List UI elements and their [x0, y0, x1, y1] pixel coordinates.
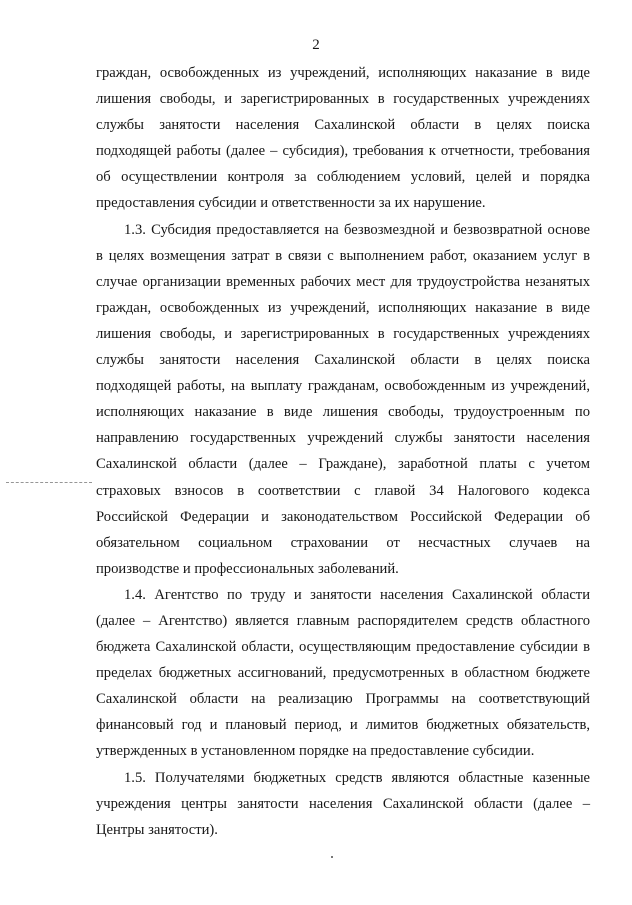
body-line: обязательном социальном страховании от несчастных случаев на — [96, 534, 590, 551]
body-line: бюджета Сахалинской области, осуществляющим предоставление субсидии в — [96, 639, 590, 656]
body-line: в целях возмещения затрат в связи с выполнением работ, оказанием услуг в — [96, 247, 590, 264]
body-line: службы занятости населения Сахалинской области в целях поиска — [96, 352, 590, 369]
body-line: исполняющих наказание в виде лишения свободы, трудоустроенным по — [96, 404, 590, 421]
body-line: подходящей работы (далее – субсидия), требования к отчетности, требования — [96, 143, 590, 160]
paragraph-1-4-start: 1.4. Агентство по труду и занятости населения Сахалинской области — [124, 586, 590, 603]
page-number: 2 — [312, 37, 320, 53]
body-line: страховых взносов в соответствии с главой 34 Налогового кодекса — [96, 482, 590, 499]
body-line: лишения свободы, и зарегистрированных в государственных учреждениях — [96, 325, 590, 342]
body-line: подходящей работы, на выплату гражданам, освобожденным из учреждений, — [96, 378, 590, 395]
body-line: службы занятости населения Сахалинской области в целях поиска — [96, 117, 590, 134]
body-line: учреждения центры занятости населения Сахалинской области (далее – — [96, 795, 590, 812]
body-line: случае организации временных рабочих мест для трудоустройства незанятых — [96, 273, 590, 290]
body-line: направлению государственных учреждений службы занятости населения — [96, 430, 590, 447]
body-line: граждан, освобожденных из учреждений, исполняющих наказание в виде — [96, 299, 590, 316]
body-line: финансовый год и плановый период, и лимитов бюджетных обязательств, — [96, 717, 590, 734]
scan-artifact-dashes — [6, 482, 92, 483]
scan-artifact-dot — [331, 856, 333, 858]
body-line: об осуществлении контроля за соблюдением условий, целей и порядка — [96, 169, 590, 186]
body-line: Сахалинской области (далее – Граждане), заработной платы с учетом — [96, 456, 590, 473]
document-body — [96, 60, 590, 843]
body-line-paragraph-end: Центры занятости). — [96, 821, 218, 838]
paragraph-1-5-start: 1.5. Получателями бюджетных средств являются областные казенные — [124, 769, 590, 786]
body-line: пределах бюджетных ассигнований, предусмотренных в областном бюджете — [96, 665, 590, 682]
body-line: (далее – Агентство) является главным распорядителем средств областного — [96, 612, 590, 629]
body-line: Сахалинской области на реализацию Программы на соответствующий — [96, 691, 590, 708]
paragraph-1-3-start: 1.3. Субсидия предоставляется на безвозмездной и безвозвратной основе — [124, 221, 590, 238]
body-line-paragraph-end: предоставления субсидии и ответственности за их нарушение. — [96, 195, 486, 212]
body-line: Российской Федерации и законодательством Российской Федерации об — [96, 508, 590, 525]
body-line: лишения свободы, и зарегистрированных в государственных учреждениях — [96, 91, 590, 108]
body-line-paragraph-end: производстве и профессиональных заболеваний. — [96, 560, 399, 577]
body-line: граждан, освобожденных из учреждений, исполняющих наказание в виде — [96, 65, 590, 81]
body-line-paragraph-end: утвержденных в установленном порядке на предоставление субсидии. — [96, 743, 535, 760]
